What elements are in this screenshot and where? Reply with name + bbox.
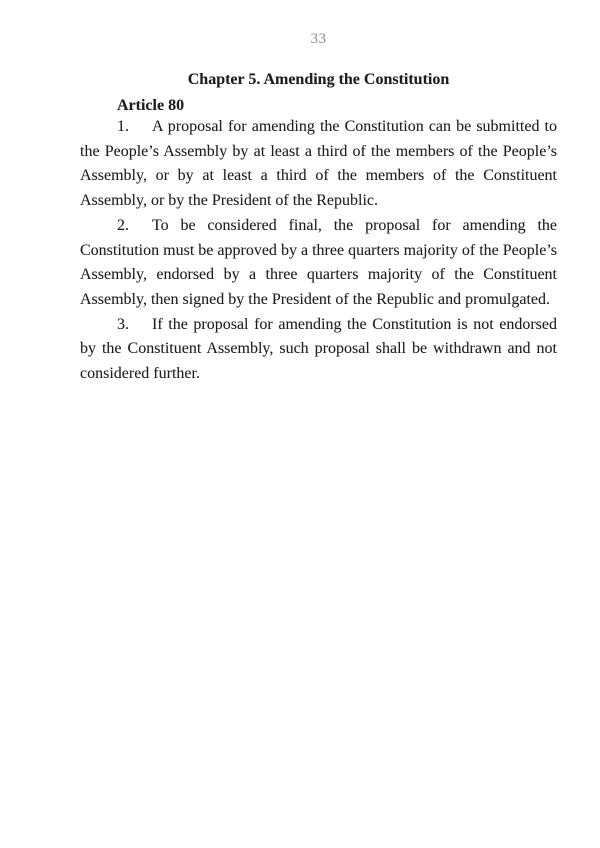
clause-1-text: A proposal for amending the Constitution can be submitted to the People’s Assembly by at least a third of the members of the People’s Assembly, or by at least a third of the members of the Constituent Assembly, or by the President of the Republic. [80, 118, 557, 210]
page-number: 33 [310, 31, 327, 47]
clause-2-number: 2. [117, 216, 129, 234]
paragraph-clause-1 [80, 115, 557, 214]
clause-2-text: To be considered final, the proposal for amending the Constitution must be approved by a three quarters majority of the People’s Assembly, endorsed by a three quarters majority of the Constituent Assembly, then signed by the President of the Republic and promulgated. [80, 216, 557, 308]
clause-1-number: 1. [117, 118, 129, 135]
paragraph-clause-3 [80, 313, 557, 387]
article-heading: Article 80 [117, 97, 185, 114]
clause-3-text: If the proposal for amending the Constitution is not endorsed by the Constituent Assembly, such proposal shall be withdrawn and not considered further. [80, 315, 557, 383]
paragraph-clause-2 [80, 214, 557, 313]
chapter-heading: Chapter 5. Amending the Constitution [187, 71, 450, 88]
clause-3-number: 3. [117, 315, 129, 333]
